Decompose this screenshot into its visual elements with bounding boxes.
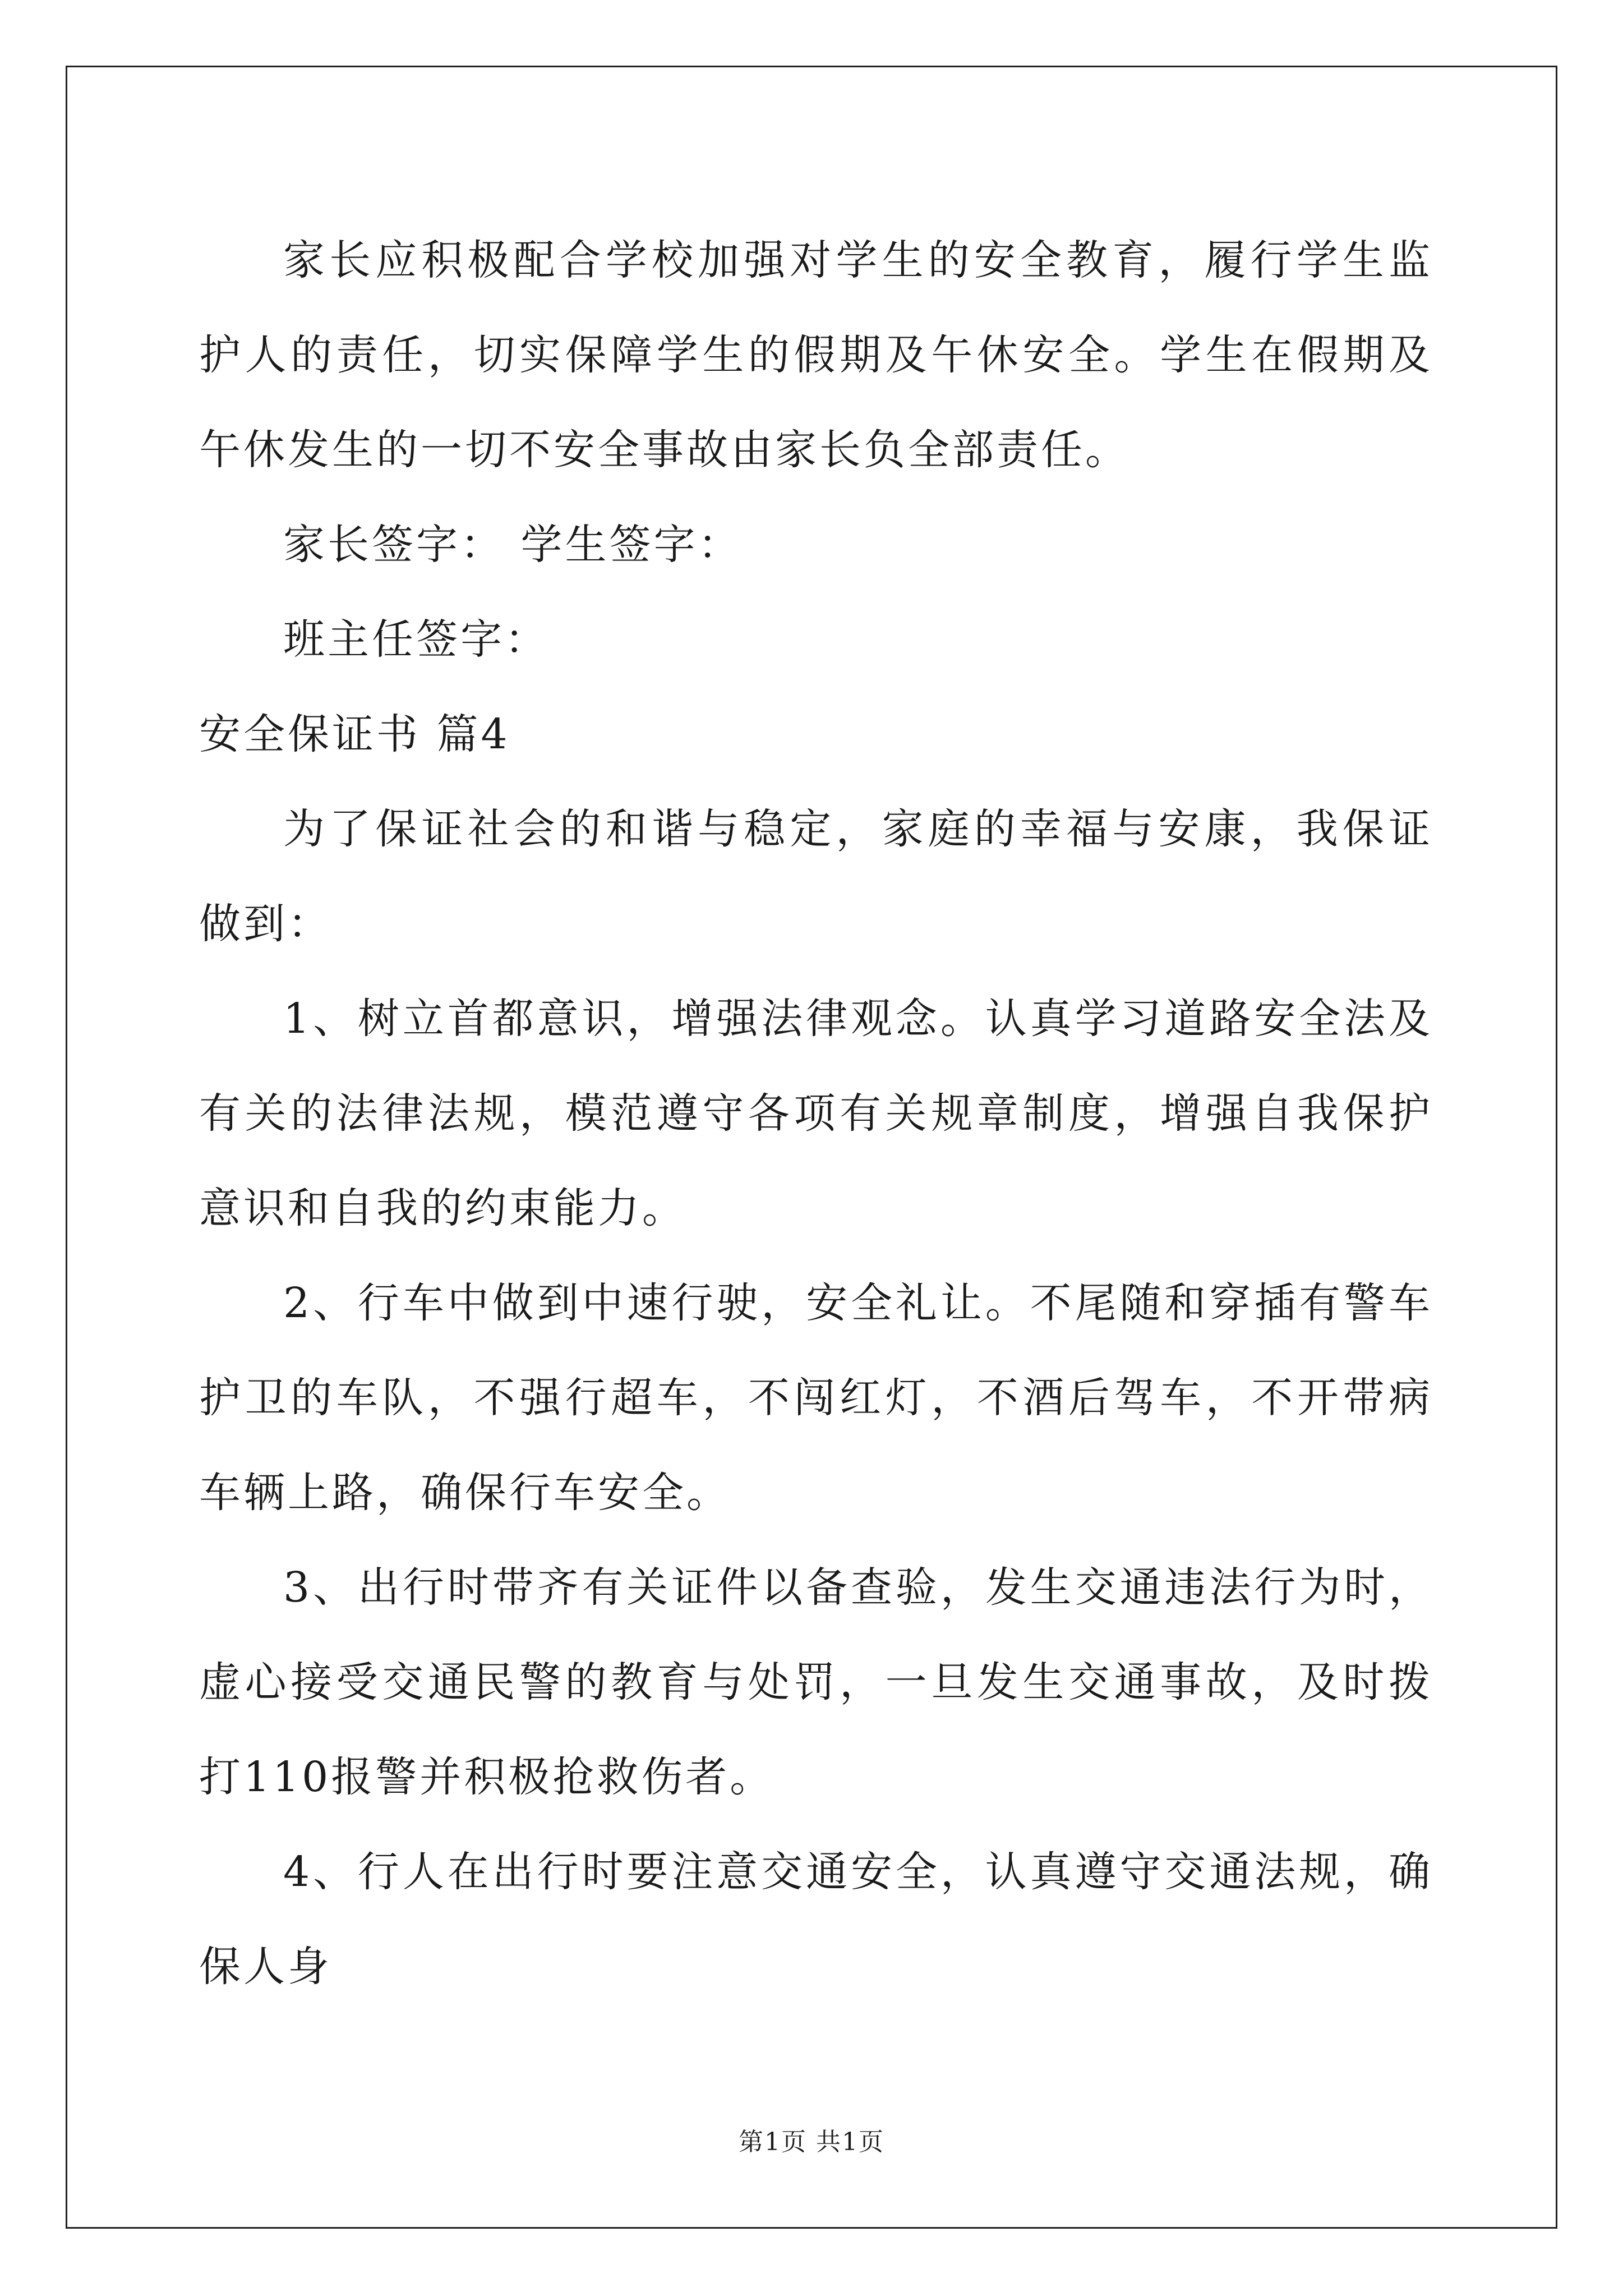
paragraph-item-3: 3、出行时带齐有关证件以备查验，发生交通违法行为时，虚心接受交通民警的教育与处罚，一旦发生交通事故，及时拨打110报警并积极抢救伤者。	[199, 1563, 1433, 1801]
paragraph-item-1: 1、树立首都意识，增强法律观念。认真学习道路安全法及有关的法律法规，模范遵守各项有关规章制度，增强自我保护意识和自我的约束能力。	[199, 995, 1433, 1232]
paragraph-parent-responsibility: 家长应积极配合学校加强对学生的安全教育，履行学生监护人的责任，切实保障学生的假期及午休安全。学生在假期及午休发生的一切不安全事故由家长负全部责任。	[199, 236, 1433, 474]
section-heading: 安全保证书 篇4	[199, 710, 510, 758]
paragraph-teacher-signature: 班主任签字：	[283, 615, 549, 664]
paragraph-intro-pledge: 为了保证社会的和谐与稳定，家庭的幸福与安康，我保证做到：	[199, 805, 1433, 948]
page-footer: 第1页 共1页	[739, 2128, 884, 2156]
paragraph-item-4: 4、行人在出行时要注意交通安全，认真遵守交通法规，确保人身	[199, 1848, 1433, 1991]
paragraph-parent-student-signature: 家长签字： 学生签字：	[283, 521, 743, 569]
paragraph-item-2: 2、行车中做到中速行驶，安全礼让。不尾随和穿插有警车护卫的车队，不强行超车，不闯红灯，不酒后驾车，不开带病车辆上路，确保行车安全。	[199, 1279, 1433, 1517]
document-body	[199, 213, 1433, 2014]
